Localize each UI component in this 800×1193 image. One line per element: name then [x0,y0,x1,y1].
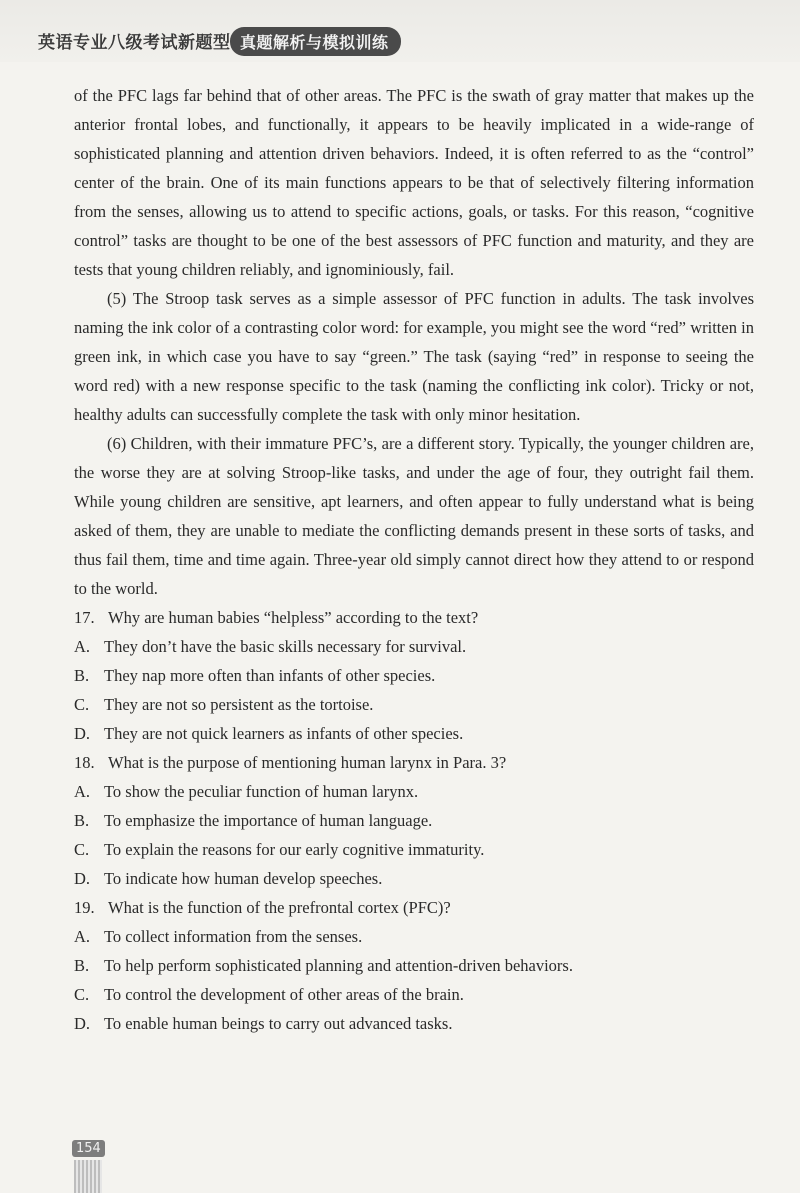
option-c: C. To explain the reasons for our early cognitive immaturity. [74,840,485,859]
question-number: 19. [74,898,95,917]
option-d: D. They are not quick learners as infants of other species. [74,724,464,743]
option-a: A. They don’t have the basic skills necessary for survival. [74,637,467,656]
question-number: 17. [74,608,95,627]
page-number: 154 [72,1140,105,1157]
option-c: C. To control the development of other areas of the brain. [74,985,464,1004]
question-text: What is the function of the prefrontal cortex (PFC)? [108,898,451,917]
question-17 [74,603,754,748]
option-b: B. To emphasize the importance of human language. [74,811,433,830]
page-content [74,81,754,1038]
option-d: D. To indicate how human develop speeches. [74,869,383,888]
option-b: B. To help perform sophisticated planning and attention-driven behaviors. [74,956,573,975]
question-text: Why are human babies “helpless” according to the text? [108,608,479,627]
option-a: A. To collect information from the senses. [74,927,363,946]
page-header [0,0,800,62]
paragraph-5: (5) The Stroop task serves as a simple assessor of PFC function in adults. The task involves naming the ink color of a contrasting color word: for example, you might see the word “red” written in green ink, in which case you have to say “green.” The task (saying “red” in response to seeing the word red) with a new response specific to the task (naming the conflicting ink color). Tricky or not, healthy adults can successfully complete the task with only minor hesitation. [74,289,754,424]
section-title-badge: 真题解析与模拟训练 [230,27,401,56]
book-title: 英语专业八级考试新题型 [38,33,231,53]
option-b: B. They nap more often than infants of other species. [74,666,436,685]
paragraph-continued: of the PFC lags far behind that of other areas. The PFC is the swath of gray matter that makes up the anterior frontal lobes, and functionally, it appears to be heavily implicated in a wide-range of sophisticated planning and attention driven behaviors. Indeed, it is often referred to as the “control” center of the brain. One of its main functions appears to be that of selectively filtering information from the senses, allowing us to attend to specific actions, goals, or tasks. For this reason, “cognitive control” tasks are thought to be one of the best assessors of PFC function and maturity, and they are tests that young children reliably, and ignominiously, fail. [74,86,754,279]
paragraph-6: (6) Children, with their immature PFC’s, are a different story. Typically, the younger children are, the worse they are at solving Stroop-like tasks, and under the age of four, they outright fail them. While young children are sensitive, apt learners, and often appear to fully understand what is being asked of them, they are unable to mediate the conflicting demands present in these sorts of tasks, and thus fail them, time and time again. Three-year old simply cannot direct how they attend to or respond to the world. [74,434,754,598]
question-19 [74,893,754,1038]
question-number: 18. [74,753,95,772]
option-a: A. To show the peculiar function of human larynx. [74,782,419,801]
option-c: C. They are not so persistent as the tortoise. [74,695,374,714]
question-text: What is the purpose of mentioning human larynx in Para. 3? [108,753,507,772]
page-edge-decoration [74,1160,102,1193]
option-d: D. To enable human beings to carry out advanced tasks. [74,1014,453,1033]
question-18 [74,748,754,893]
